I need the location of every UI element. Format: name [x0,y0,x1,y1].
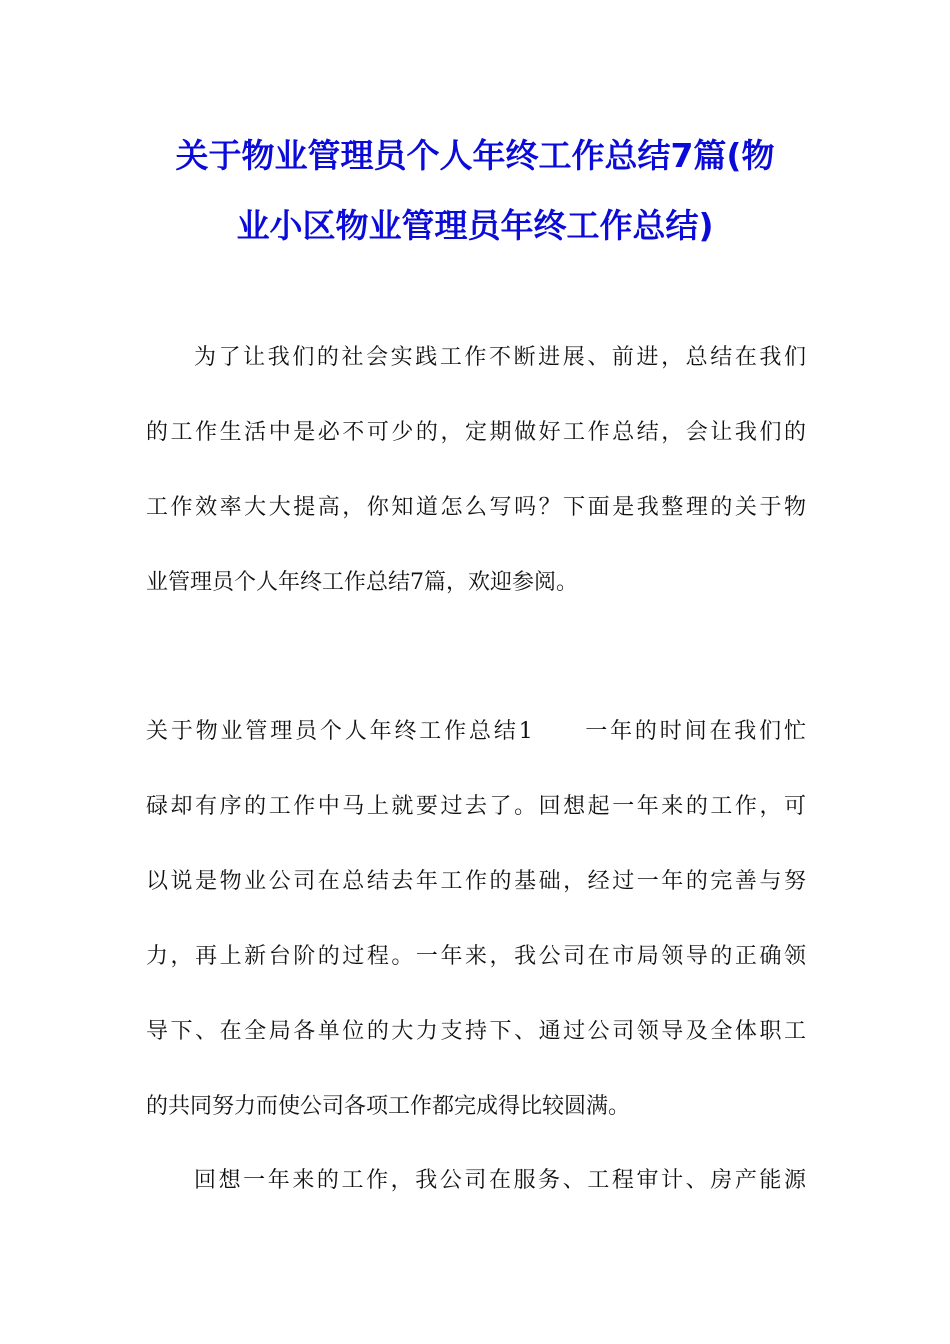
paragraph-3-line-1: 回想一年来的工作，我公司在服务、工程审计、房产能源 [194,1168,806,1193]
intro-line-1: 为了让我们的社会实践工作不断进展、前进，总结在我们 [194,345,806,370]
intro-line-4: 业管理员个人年终工作总结7篇，欢迎参阅。 [146,570,578,595]
document-title-line-1: 关于物业管理员个人年终工作总结7篇(物 [175,136,775,175]
intro-line-3: 工作效率大大提高，你知道怎么写吗？下面是我整理的关于物 [146,495,806,520]
intro-line-2: 的工作生活中是必不可少的，定期做好工作总结，会让我们的 [146,420,806,445]
section-1-line-5: 导下、在全局各单位的大力支持下、通过公司领导及全体职工 [146,1019,806,1044]
section-1-line-3: 以说是物业公司在总结去年工作的基础，经过一年的完善与努 [146,869,806,894]
section-1-line-4: 力，再上新台阶的过程。一年来，我公司在市局领导的正确领 [146,944,806,969]
section-1-line-1: 关于物业管理员个人年终工作总结1 一年的时间在我们忙 [146,719,806,744]
document-title-line-2: 业小区物业管理员年终工作总结) [236,206,714,245]
section-1-line-2: 碌却有序的工作中马上就要过去了。回想起一年来的工作，可 [146,794,806,819]
section-1-line-6: 的共同努力而使公司各项工作都完成得比较圆满。 [146,1094,631,1119]
